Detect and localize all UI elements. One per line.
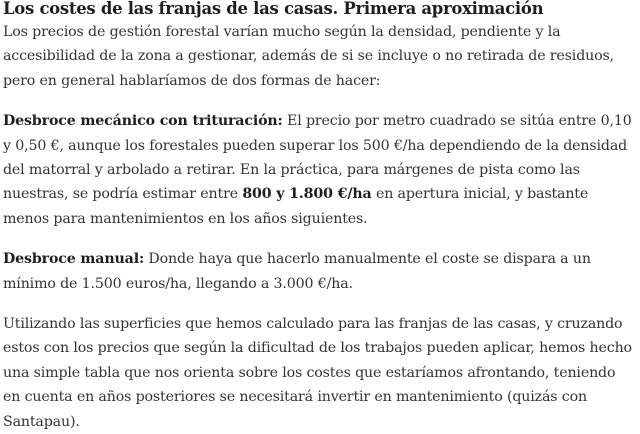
closing-paragraph: Utilizando las superficies que hemos calculado para las franjas de las casas, y cruzando estos con los precios que según la dificultad de los trabajos pueden aplicar, hemos hecho una simple tabla que nos orienta sobre los costes que estaríamos afrontando, teniendo en cuenta en años posteriores se necesitará invertir en mantenimiento (quizás con Santapau). [3,316,632,430]
mechanical-clearing-price-highlight: 800 y 1.800 €/ha [242,186,372,203]
manual-clearing-text: Donde haya que hacerlo manualmente el coste se dispara a un mínimo de 1.500 euros/ha, llegando a 3.000 €/ha. [3,251,591,292]
article-body [3,0,633,434]
manual-clearing-label: Desbroce manual: [3,251,145,268]
mechanical-clearing-text-2: en apertura inicial, y bastante menos para mantenimientos en los años siguientes. [3,186,589,227]
manual-clearing-paragraph [3,247,633,296]
mechanical-clearing-label: Desbroce mecánico con trituración: [3,113,283,130]
section-heading: Los costes de las franjas de las casas. Primera aproximación [3,0,544,18]
intro-paragraph: Los precios de gestión forestal varían mucho según la densidad, pendiente y la accesibilidad de la zona a gestionar, además de si se incluye o no retirada de residuos, pero en general hablaríamos de dos formas de hacer: [3,24,614,89]
mechanical-clearing-text-1: El precio por metro cuadrado se sitúa entre 0,10 y 0,50 €, aunque los forestales pueden superar los 500 €/ha dependiendo de la densidad del matorral y arbolado a retirar. En la práctica, para márgenes de pista como las nuestras, se podría estimar entre [3,113,632,203]
mechanical-clearing-paragraph [3,109,633,231]
